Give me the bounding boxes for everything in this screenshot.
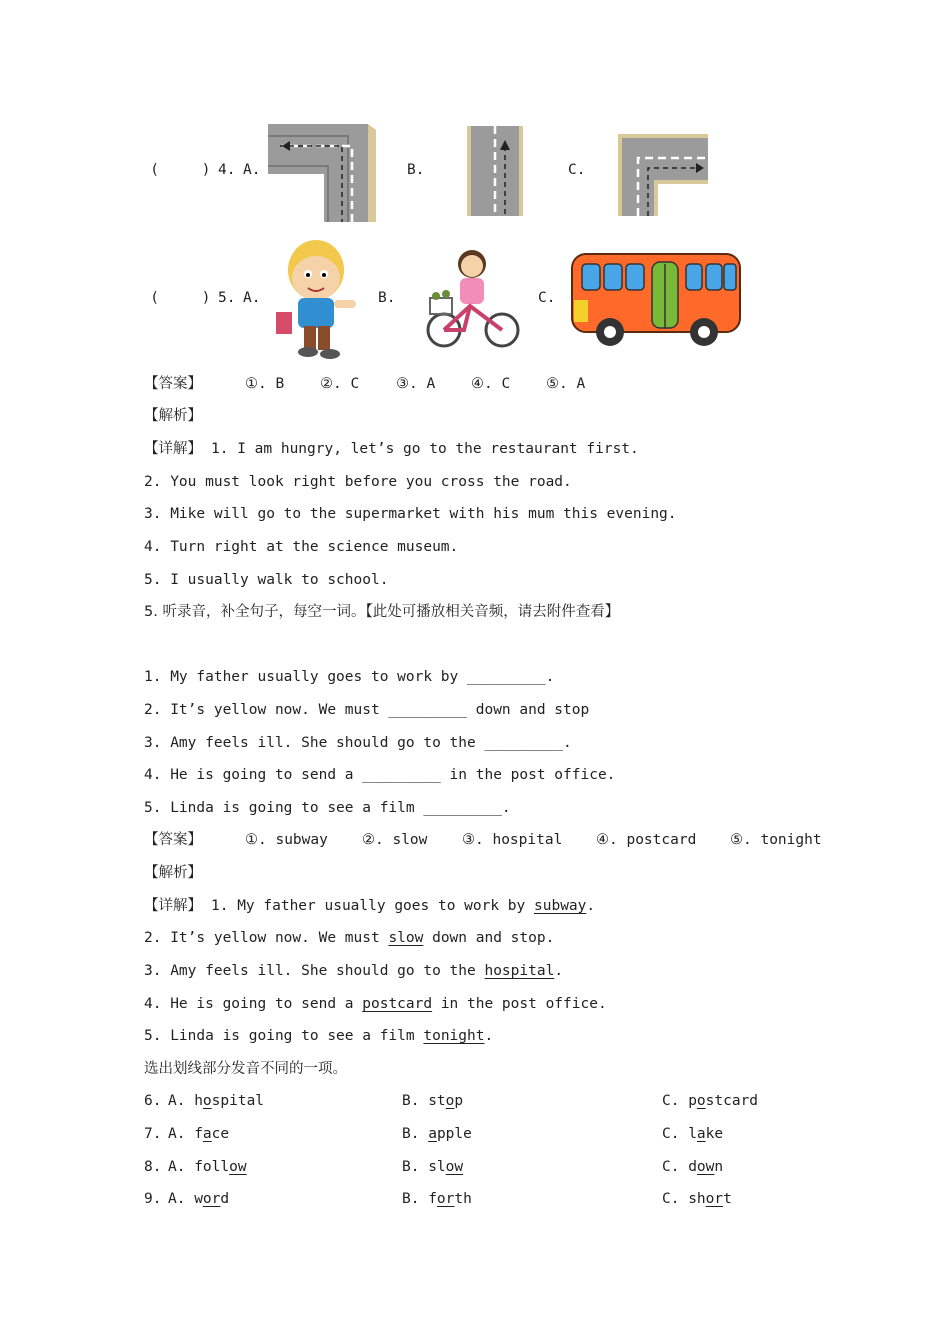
answer-2-item-5: ⑤. tonight: [730, 832, 822, 848]
pron-q8-option-b: B. slow: [402, 1159, 464, 1175]
q4-option-b-label: B.: [407, 162, 425, 178]
girl-riding-bike-image: [424, 246, 522, 350]
boy-walking-image: [268, 234, 366, 362]
fill-sentence-3: 3. Amy feels ill. She should go to the _________.: [144, 735, 572, 751]
detail-1-line-4: 4. Turn right at the science museum.: [144, 539, 459, 555]
answer-1-item-4: ④. C: [471, 376, 511, 392]
pron-q6-option-a: A. hospital: [168, 1093, 265, 1109]
detail-1-line-2: 2. You must look right before you cross the road.: [144, 474, 572, 490]
detail-1-line-1: 1. I am hungry, let’s go to the restaurant first.: [211, 441, 639, 457]
q5-option-c-label: C.: [538, 290, 556, 306]
bus-image: [570, 252, 742, 348]
answer-1-item-5: ⑤. A: [546, 376, 586, 392]
q4-number: 4.: [218, 162, 236, 178]
fill-sentence-5: 5. Linda is going to see a film _________.: [144, 800, 511, 816]
answer-1-item-2: ②. C: [320, 376, 360, 392]
q4-option-c-label: C.: [568, 162, 586, 178]
answer-1-item-1: ①. B: [245, 376, 285, 392]
detail-2-line-1: 1. My father usually goes to work by subway.: [211, 898, 596, 914]
detail-label-2: 【详解】: [144, 898, 202, 914]
pron-q6-number: 6.: [144, 1093, 162, 1109]
q5-paren-close: ): [203, 290, 209, 306]
q5-number: 5.: [218, 290, 236, 306]
answer-label-2: 【答案】: [144, 832, 202, 848]
answer-2-item-2: ②. slow: [362, 832, 428, 848]
q5-option-b-label: B.: [378, 290, 396, 306]
fill-sentence-2: 2. It’s yellow now. We must _________ down and stop: [144, 702, 590, 718]
detail-2-line-5: 5. Linda is going to see a film tonight.: [144, 1028, 494, 1044]
pron-q9-option-b: B. forth: [402, 1191, 472, 1207]
q5-paren-open: (: [152, 290, 158, 306]
fill-sentence-4: 4. He is going to send a _________ in the post office.: [144, 767, 616, 783]
pron-q9-option-c: C. short: [662, 1191, 732, 1207]
pron-q8-option-a: A. follow: [168, 1159, 247, 1175]
section-5-title: 5. 听录音，补全句子，每空一词。【此处可播放相关音频，请去附件查看】: [144, 604, 620, 620]
q4-paren-close: ): [203, 162, 209, 178]
pron-q8-number: 8.: [144, 1159, 162, 1175]
detail-1-line-5: 5. I usually walk to school.: [144, 572, 389, 588]
fill-sentence-1: 1. My father usually goes to work by _________.: [144, 669, 555, 685]
answer-1-item-3: ③. A: [396, 376, 436, 392]
answer-2-item-4: ④. postcard: [596, 832, 697, 848]
analysis-label-1: 【解析】: [144, 408, 202, 424]
road-straight-image: [467, 126, 523, 216]
pronunciation-title: 选出划线部分发音不同的一项。: [144, 1061, 347, 1077]
pron-q6-option-b: B. stop: [402, 1093, 464, 1109]
pron-q7-option-b: B. apple: [402, 1126, 472, 1142]
q4-paren-open: (: [152, 162, 158, 178]
pron-q7-option-c: C. lake: [662, 1126, 724, 1142]
pron-q7-number: 7.: [144, 1126, 162, 1142]
answer-label-1: 【答案】: [144, 376, 202, 392]
analysis-label-2: 【解析】: [144, 865, 202, 881]
road-turn-left-image: [268, 124, 376, 222]
road-turn-right-image: [618, 134, 708, 216]
detail-1-line-3: 3. Mike will go to the supermarket with his mum this evening.: [144, 506, 677, 522]
pron-q6-option-c: C. postcard: [662, 1093, 759, 1109]
detail-2-line-2: 2. It’s yellow now. We must slow down and stop.: [144, 930, 555, 946]
detail-label-1: 【详解】: [144, 441, 202, 457]
detail-2-line-3: 3. Amy feels ill. She should go to the hospital.: [144, 963, 564, 979]
pron-q9-option-a: A. word: [168, 1191, 230, 1207]
pron-q9-number: 9.: [144, 1191, 162, 1207]
detail-2-line-4: 4. He is going to send a postcard in the post office.: [144, 996, 607, 1012]
pron-q8-option-c: C. down: [662, 1159, 724, 1175]
q5-option-a-label: A.: [243, 290, 261, 306]
answer-2-item-1: ①. subway: [245, 832, 328, 848]
pron-q7-option-a: A. face: [168, 1126, 230, 1142]
answer-2-item-3: ③. hospital: [462, 832, 563, 848]
q4-option-a-label: A.: [243, 162, 261, 178]
